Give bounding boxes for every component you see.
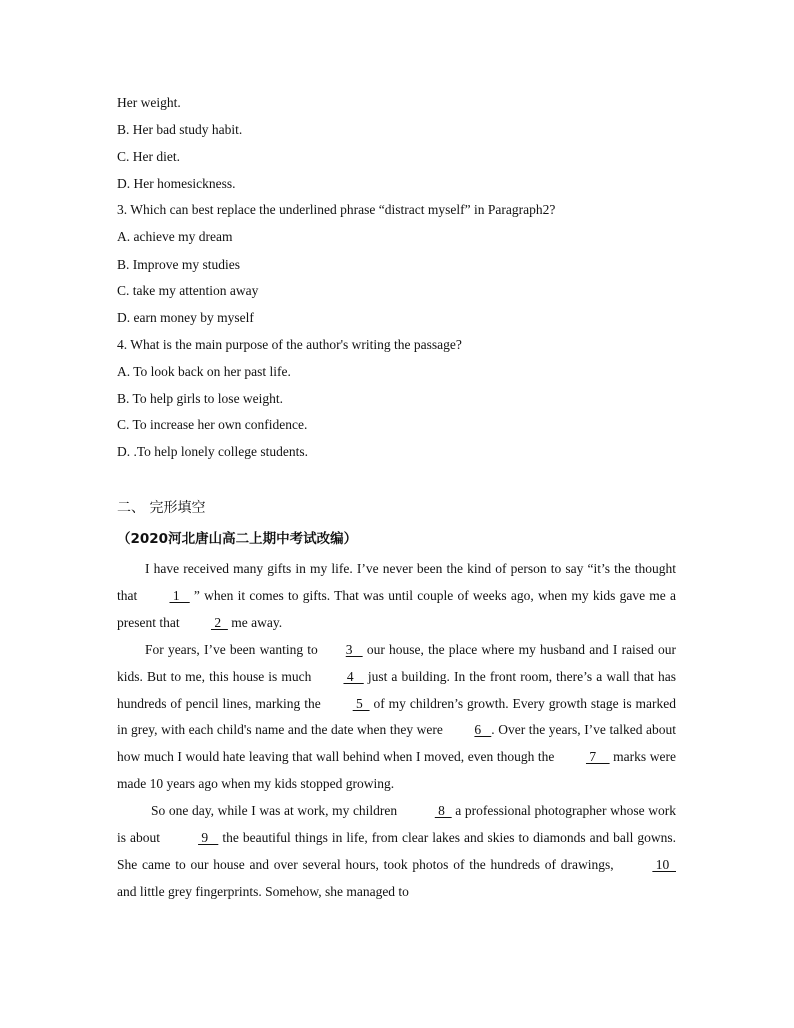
passage-text: So one day, while I was at work, my children (151, 803, 401, 819)
passage-text: just a building. In the front room, there’s a wall that has hundreds of pencil lines, marking the (117, 668, 676, 711)
passage-text: of my children’s growth. Every growth stage is marked in grey, with each child's name and the date when they were (117, 695, 676, 738)
option-line: C. take my attention away (117, 283, 259, 298)
option-line: C. To increase her own confidence. (117, 417, 308, 432)
option-line: A. achieve my dream (117, 229, 233, 244)
paragraph-3 (117, 798, 676, 906)
passage-text: ” when it comes to gifts. That was until couple of weeks ago, when my kids gave me a present that (117, 587, 677, 630)
option-line: D. earn money by myself (117, 310, 254, 325)
passage-text: me away. (227, 614, 283, 630)
passage-text: and little grey fingerprints. Somehow, she managed to (117, 883, 409, 899)
option-line: B. Improve my studies (117, 257, 240, 272)
blank-4: 4 (343, 668, 364, 684)
passage-text: For years, I’ve been wanting to (145, 641, 318, 657)
question-4: 4. What is the main purpose of the author's writing the passage? (117, 337, 462, 352)
question-3: 3. Which can best replace the underlined phrase “distract myself” in Paragraph2? (117, 202, 556, 217)
blank-9: 9 (198, 830, 219, 846)
passage-text: a professional photographer whose work is about (117, 803, 676, 846)
blank-6: 6 (474, 722, 492, 738)
option-line: A. To look back on her past life. (117, 364, 291, 379)
option-line: D. Her homesickness. (117, 176, 236, 191)
blank-7: 7 (585, 749, 610, 765)
blank-2: 2 (210, 614, 228, 630)
option-line: Her weight. (117, 95, 181, 110)
blank-8: 8 (434, 803, 452, 819)
option-line: B. Her bad study habit. (117, 122, 243, 137)
option-line: B. To help girls to lose weight. (117, 391, 284, 406)
passage-text: marks were made 10 years ago when my kids stopped growing. (117, 749, 676, 792)
paragraph-1 (117, 556, 676, 637)
paragraph-2 (117, 637, 676, 798)
blank-1: 1 (169, 587, 190, 603)
passage-source: （2020河北唐山高二上期中考试改编） (117, 531, 358, 547)
passage-text: our house, the place where my husband and I raised our kids. But to me, this house is much (117, 641, 676, 684)
passage-text: . Over the years, I’ve talked about how much I would hate leaving that wall behind when I moved, even though the (117, 722, 676, 765)
passage-text: the beautiful things in life, from clear lakes and skies to diamonds and ball gowns. She came to our house and over several hours, took photos of the hundreds of drawings, (117, 830, 676, 872)
option-line: C. Her diet. (117, 149, 180, 164)
cloze-passage (117, 556, 676, 906)
blank-10: 10 (652, 856, 676, 872)
passage-text: I have received many gifts in my life. I’ve never been the kind of person to say “it’s the thought that (117, 561, 676, 603)
blank-3: 3 (345, 641, 363, 657)
option-line: D. .To help lonely college students. (117, 444, 309, 459)
blank-5: 5 (352, 695, 370, 711)
section-title: 二、 完形填空 (117, 500, 206, 516)
